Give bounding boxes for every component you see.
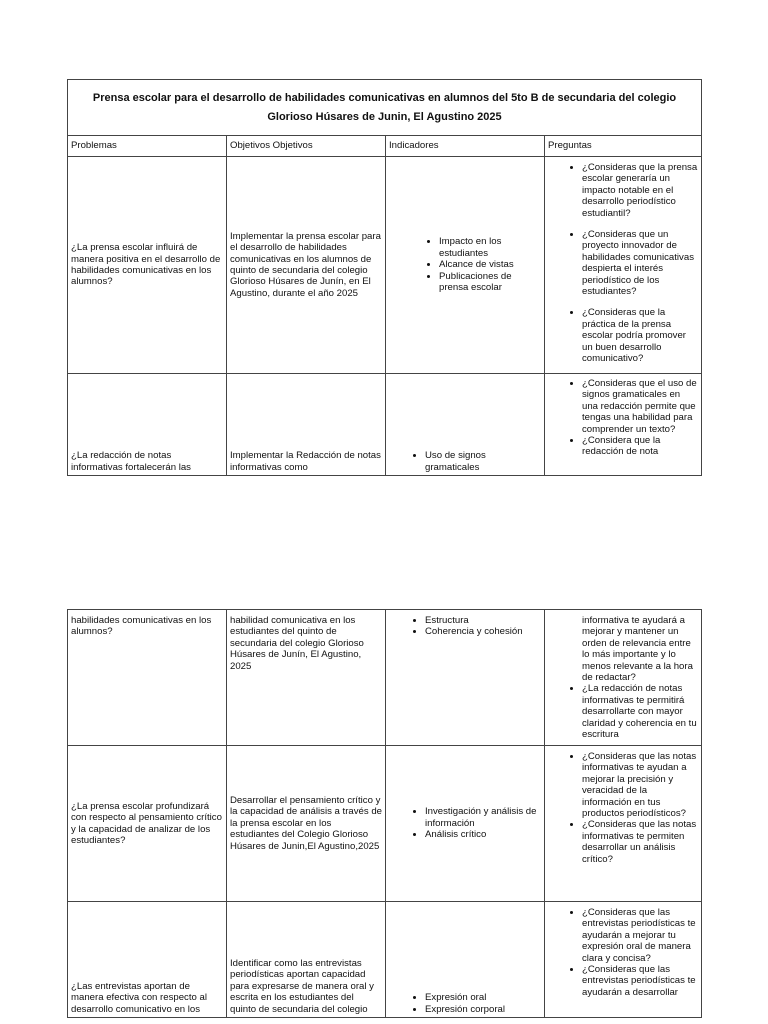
table-row [68,157,702,374]
table-row [68,902,702,1018]
indicators-cell [386,610,545,746]
list-item: • Análisis crítico [425,829,541,840]
objective-cell: Desarrollar el pensamiento crítico y la capacidad de análisis a través de la prensa escolar en los estudiantes del Colegio Glorioso Húsares de Junin,El Agustino,2025 [227,746,386,902]
list-item: • Uso de signos gramaticales [425,450,541,473]
objective-cell: Implementar la prensa escolar para el desarrollo de habilidades comunicativas en los alumnos de quinto de secundaria del colegio Glorioso Húsares de Junín, en El Agustino, durante el año 2025 [227,157,386,374]
title-line-2: Glorioso Húsares de Junin, El Agustino 2025 [267,110,502,123]
list-item: • Publicaciones de prensa escolar [439,271,541,294]
matrix-table-page-1 [67,79,702,476]
list-item: • Coherencia y cohesión [425,626,541,637]
questions-cell [545,374,702,476]
objective-cell: Identificar como las entrevistas periodísticas aportan capacidad para expresarse de manera oral y escrita en los estudiantes del quinto de secundaria del colegio [227,902,386,1018]
list-item: • ¿Consideras que un proyecto innovador de habilidades comunicativas despierta el interés periodístico de los estudiantes? [582,229,698,297]
indicators-cell [386,746,545,902]
problem-cell: ¿Las entrevistas aportan de manera efectiva con respecto al desarrollo comunicativo en los [68,902,227,1018]
indicators-cell [386,374,545,476]
problem-cell: habilidades comunicativas en los alumnos? [68,610,227,746]
indicators-cell [386,902,545,1018]
list-item: • Investigación y análisis de información [425,806,541,829]
table-row [68,610,702,746]
table-row [68,746,702,902]
title-line-1: Prensa escolar para el desarrollo de habilidades comunicativas en alumnos del 5to B de secundaria del colegio [92,91,677,104]
list-item: • ¿Consideras que el uso de signos gramaticales en una redacción permite que tengas una habilidad para comprender un texto? [582,378,698,435]
list-item: • ¿Considera que la redacción de nota [582,435,698,458]
objective-cell: Implementar la Redacción de notas informativas como [227,374,386,476]
list-item: • ¿Consideras que las entrevistas periodísticas te ayudarán a desarrollar [582,964,698,998]
indicators-cell [386,157,545,374]
list-item: • Expresión oral [425,992,541,1003]
list-item: • ¿Consideras que la prensa escolar generaría un impacto notable en el desarrollo periodístico estudiantil? [582,162,698,219]
questions-cell [545,610,702,746]
list-item: • Estructura [425,615,541,626]
table-row [68,374,702,476]
list-item: • ¿Consideras que las notas informativas te ayudan a mejorar la precisión y veracidad de la información en tus productos periodísticos? [582,751,698,819]
list-item: • ¿Consideras que la práctica de la prensa escolar podría promover un buen desarrollo comunicativo? [582,307,698,364]
list-item: • ¿Consideras que las notas informativas te permiten desarrollar un análisis crítico? [582,819,698,865]
list-item: • Alcance de vistas [439,259,541,270]
list-item: • ¿La redacción de notas informativas te permitirá desarrollarte con mayor claridad y coherencia en tu escritura [582,683,698,740]
questions-cell [545,157,702,374]
problem-cell: ¿La prensa escolar profundizará con respecto al pensamiento crítico y la capacidad de analizar de los estudiantes? [68,746,227,902]
problem-cell: ¿La redacción de notas informativas fortalecerán las [68,374,227,476]
header-indicadores: Indicadores [386,136,545,157]
list-item: • ¿Consideras que las entrevistas periodísticas te ayudarán a mejorar tu expresión oral de manera clara y concisa? [582,907,698,964]
header-row [68,136,702,157]
questions-cell [545,746,702,902]
matrix-table-page-2 [67,609,702,1018]
objective-cell: habilidad comunicativa en los estudiantes del quinto de secundaria del colegio Glorioso Húsares de Junín, El Agustino, 2025 [227,610,386,746]
table-title [68,80,702,136]
question-continuation: informativa te ayudará a mejorar y mantener un orden de relevancia entre lo más importante y lo menos relevante a la hora de redactar? [582,615,693,684]
header-problemas: Problemas [68,136,227,157]
list-item: • Impacto en los estudiantes [439,236,541,259]
list-item: • Expresión corporal [425,1004,541,1015]
header-preguntas: Preguntas [545,136,702,157]
problem-cell: ¿La prensa escolar influirá de manera positiva en el desarrollo de habilidades comunicativas en los alumnos? [68,157,227,374]
questions-cell [545,902,702,1018]
header-objetivos: Objetivos Objetivos [227,136,386,157]
